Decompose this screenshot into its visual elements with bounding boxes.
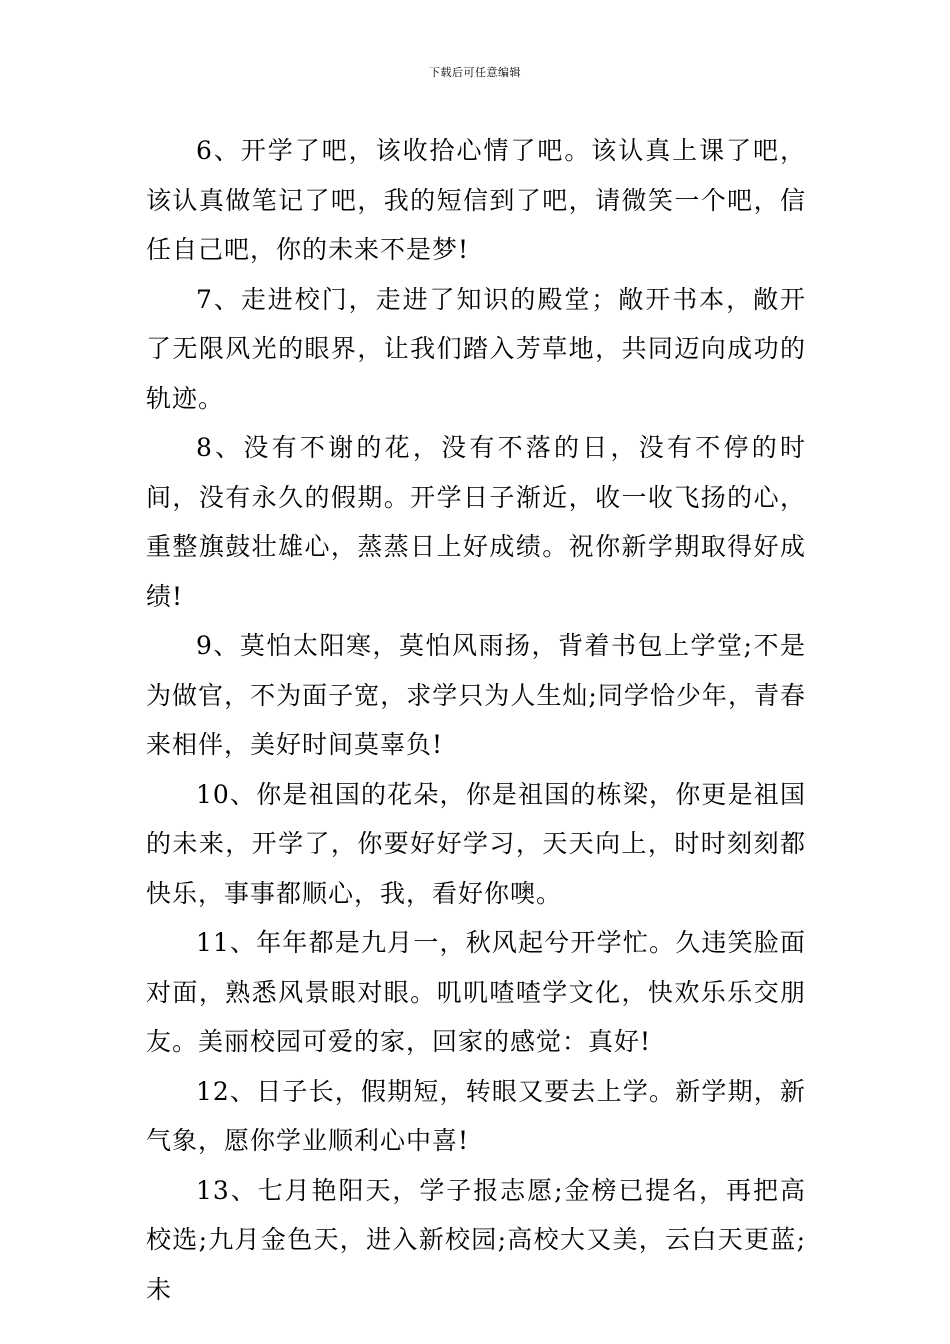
paragraph-10: 10、你是祖国的花朵，你是祖国的栋梁，你更是祖国的未来，开学了，你要好好学习，天天向上，时时刻刻都快乐，事事都顺心，我，看好你噢。 — [146, 779, 806, 908]
paragraph-13: 13、七月艳阳天，学子报志愿;金榜已提名，再把高校选;九月金色天，进入新校园;高校大又美，云白天更蓝;未 — [146, 1175, 806, 1304]
paragraph-8: 8、没有不谢的花，没有不落的日，没有不停的时间，没有永久的假期。开学日子渐近，收一收飞扬的心，重整旗鼓壮雄心，蒸蒸日上好成绩。祝你新学期取得好成绩! — [146, 433, 806, 611]
paragraph-11: 11、年年都是九月一，秋风起兮开学忙。久违笑脸面对面，熟悉风景眼对眼。叽叽喳喳学文化，快欢乐乐交朋友。美丽校园可爱的家，回家的感觉：真好! — [146, 928, 806, 1056]
paragraph-12: 12、日子长，假期短，转眼又要去上学。新学期，新气象，愿你学业顺利心中喜! — [146, 1076, 806, 1155]
document-body — [146, 126, 806, 1314]
paragraph-9: 9、莫怕太阳寒，莫怕风雨扬，背着书包上学堂;不是为做官，不为面子宽，求学只为人生灿;同学恰少年，青春来相伴，美好时间莫辜负! — [146, 631, 806, 759]
paragraph-6: 6、开学了吧，该收拾心情了吧。该认真上课了吧，该认真做笔记了吧，我的短信到了吧，请微笑一个吧，信任自己吧，你的未来不是梦! — [146, 136, 806, 264]
paragraph-7: 7、走进校门，走进了知识的殿堂；敞开书本，敞开了无限风光的眼界，让我们踏入芳草地，共同迈向成功的轨迹。 — [146, 284, 806, 413]
page-header: 下载后可任意编辑 — [429, 66, 521, 79]
